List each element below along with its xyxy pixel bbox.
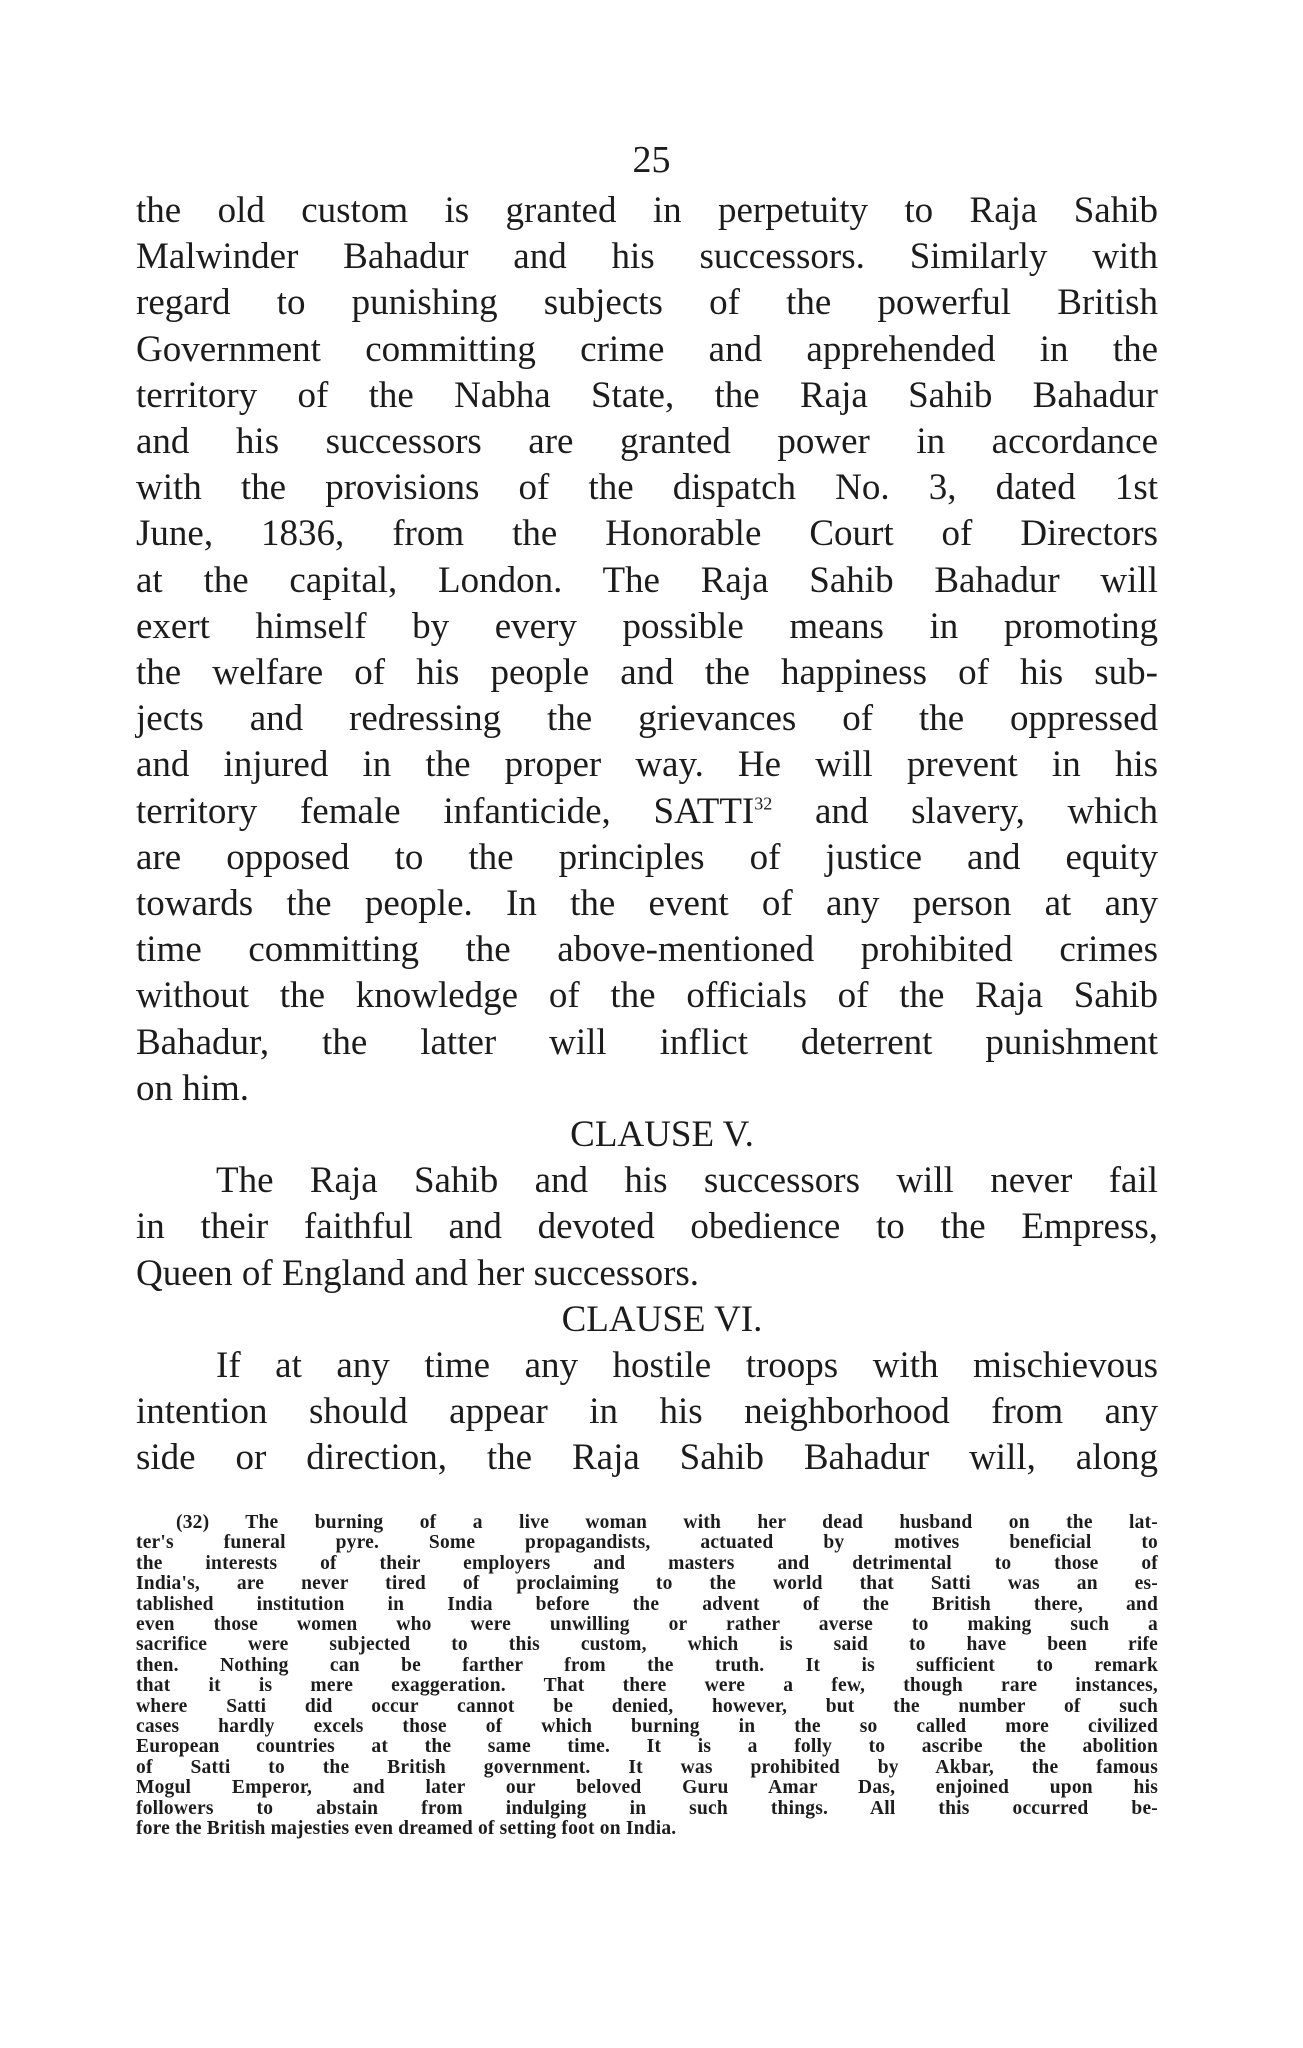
footnote-line: Mogul Emperor, and later our beloved Guru Amar Das, enjoined upon his [136, 1777, 1158, 1799]
text-line: the welfare of his people and the happiness of his sub- [136, 652, 1158, 694]
text-line: time committing the above-mentioned prohibited crimes [136, 929, 1158, 971]
footnote-line: ter's funeral pyre. Some propagandists, actuated by motives beneficial to [136, 1532, 1158, 1554]
footnote-line: European countries at the same time. It is a folly to ascribe the abolition [136, 1736, 1158, 1758]
text-line: If at any time any hostile troops with mischievous [216, 1345, 1158, 1387]
text-line: territory of the Nabha State, the Raja Sahib Bahadur [136, 374, 1158, 416]
footnote-line: India's, are never tired of proclaiming to the world that Satti was an es- [136, 1573, 1158, 1595]
text-line-footnote-ref [136, 789, 1158, 835]
text-line: and his successors are granted power in accordance [136, 421, 1158, 463]
text-line: and injured in the proper way. He will prevent in his [136, 744, 1158, 786]
text-line: on him. [136, 1067, 250, 1109]
footnote-line: fore the British majesties even dreamed of setting foot on India. [136, 1818, 677, 1840]
footnote-line: even those women who were unwilling or rather averse to making such a [136, 1614, 1158, 1636]
main-text [136, 188, 1158, 1482]
text-line: The Raja Sahib and his successors will never fail [216, 1160, 1158, 1202]
text-line: jects and redressing the grievances of the oppressed [136, 698, 1158, 740]
footnote-line: of Satti to the British government. It was prohibited by Akbar, the famous [136, 1756, 1158, 1778]
text-line: at the capital, London. The Raja Sahib Bahadur will [136, 559, 1158, 601]
footnote-32 [136, 1513, 1158, 1840]
text-line: intention should appear in his neighborhood from any [136, 1391, 1158, 1433]
text-line: June, 1836, from the Honorable Court of Directors [136, 513, 1158, 555]
clause-vi-paragraph [136, 1343, 1158, 1482]
text-line: side or direction, the Raja Sahib Bahadur will, along [136, 1437, 1158, 1479]
text-line: the old custom is granted in perpetuity to Raja Sahib [136, 190, 1158, 231]
text-line: in their faithful and devoted obedience to the Empress, [136, 1206, 1158, 1248]
footnote-line: that it is mere exaggeration. That there were a few, though rare instances, [136, 1675, 1158, 1697]
text-line: Bahadur, the latter will inflict deterrent punishment [136, 1021, 1158, 1063]
footnote-line: followers to abstain from indulging in such things. All this occurred be- [136, 1797, 1158, 1819]
clause-v-paragraph [136, 1158, 1158, 1297]
footnote-line: sacrifice were subjected to this custom, which is said to have been rife [136, 1634, 1158, 1656]
clause-vi-heading: CLAUSE VI. [561, 1298, 763, 1340]
footnote-reference: 32 [754, 793, 773, 814]
footnote-line: cases hardly excels those of which burning in the so called more civilized [136, 1716, 1158, 1738]
text-line: are opposed to the principles of justice and equity [136, 836, 1158, 878]
text-line: regard to punishing subjects of the powerful British [136, 282, 1158, 324]
text-line: exert himself by every possible means in promoting [136, 605, 1158, 647]
footnote-line: tablished institution in India before the advent of the British there, and [136, 1593, 1158, 1615]
text-line: Queen of England and her successors. [136, 1252, 700, 1294]
text-line: Government committing crime and apprehended in the [136, 328, 1158, 370]
footnote-line: where Satti did occur cannot be denied, however, but the number of such [136, 1695, 1158, 1717]
text-before-ref: territory female infanticide, SATTI [136, 790, 755, 832]
text-line: without the knowledge of the officials of the Raja Sahib [136, 975, 1158, 1017]
text-line: towards the people. In the event of any person at any [136, 883, 1158, 925]
text-after-ref: and slavery, which [772, 790, 1158, 832]
text-line: Malwinder Bahadur and his successors. Similarly with [136, 236, 1158, 278]
footnote-line: then. Nothing can be farther from the truth. It is sufficient to remark [136, 1654, 1158, 1676]
text-line: with the provisions of the dispatch No. 3, dated 1st [136, 467, 1158, 509]
footnote-line: (32) The burning of a live woman with her dead husband on the lat- [176, 1512, 1158, 1533]
page-number: 25 [632, 139, 671, 181]
paragraph-continuation [136, 188, 1158, 1112]
footnote-line: the interests of their employers and masters and detrimental to those of [136, 1552, 1158, 1574]
clause-v-heading: CLAUSE V. [570, 1114, 754, 1156]
